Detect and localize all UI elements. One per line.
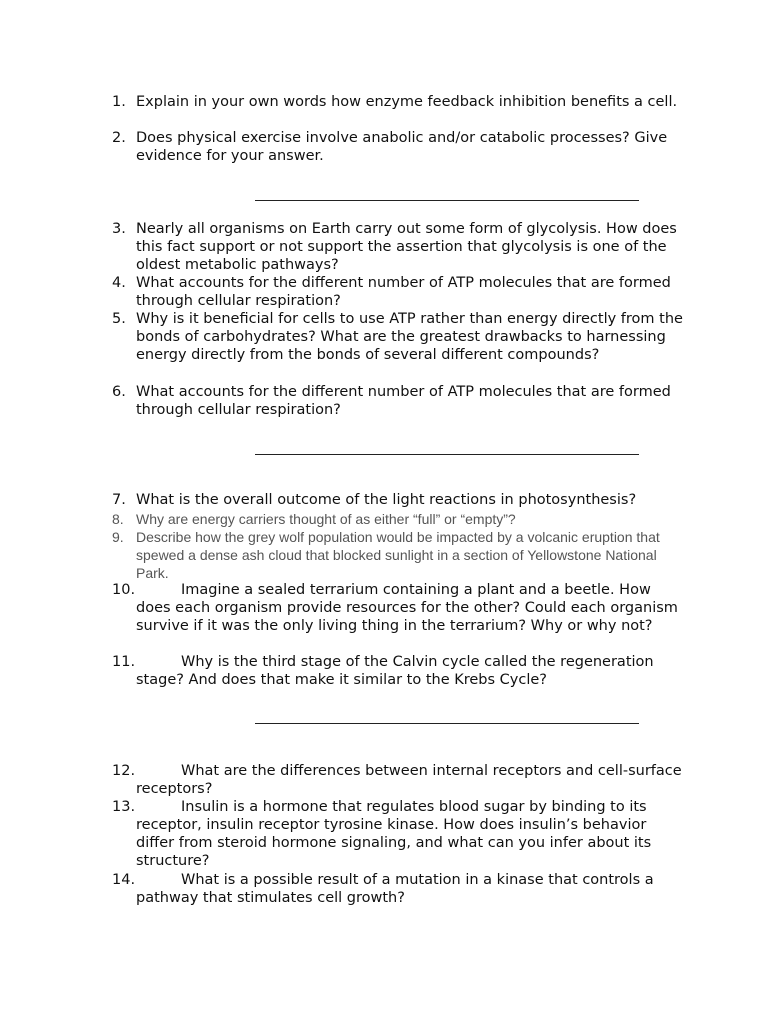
question-text: Why is it beneficial for cells to use ATP rather than energy directly from the bonds of carbohydrates? What are the greatest drawbacks to harnessing energy directly from the bonds of several different compounds? — [136, 311, 683, 364]
question-text: Insulin is a hormone that regulates blood sugar by binding to its receptor, insulin receptor tyrosine kinase. How does insulin’s behavior differ from steroid hormone signaling, and what can you infer about its structure? — [136, 799, 652, 870]
section-divider — [255, 723, 639, 724]
question-text: Explain in your own words how enzyme feedback inhibition benefits a cell. — [136, 94, 678, 110]
question-number: 3. — [112, 221, 126, 237]
section-divider — [255, 454, 639, 455]
question-5 — [112, 310, 687, 364]
question-text: Describe how the grey wolf population would be impacted by a volcanic eruption that spewed a dense ash cloud that blocked sunlight in a section of Yellowstone National Park. — [136, 529, 660, 582]
question-7 — [112, 491, 687, 509]
question-number: 10. — [112, 582, 136, 598]
question-number: 5. — [112, 311, 126, 327]
question-12 — [112, 762, 687, 798]
question-number: 12. — [112, 763, 136, 779]
question-number: 8. — [112, 511, 124, 527]
question-number: 7. — [112, 492, 126, 508]
question-11 — [112, 653, 687, 689]
question-1 — [112, 93, 687, 111]
question-number: 6. — [112, 384, 126, 400]
question-text: What accounts for the different number of ATP molecules that are formed through cellular respiration? — [136, 384, 671, 419]
question-number: 14. — [112, 872, 136, 888]
question-text: What are the differences between internal receptors and cell-surface receptors? — [136, 763, 682, 798]
question-14 — [112, 871, 687, 907]
section-divider — [255, 200, 639, 201]
question-4 — [112, 274, 687, 310]
question-text: Imagine a sealed terrarium containing a plant and a beetle. How does each organism provide resources for the other? Could each organism survive if it was the only living thing in the terrarium? Why or why not? — [136, 582, 678, 635]
question-text: Why are energy carriers thought of as either “full” or “empty”? — [136, 511, 516, 527]
question-number: 13. — [112, 799, 136, 815]
question-number: 4. — [112, 275, 126, 291]
question-13 — [112, 798, 687, 870]
question-10 — [112, 581, 687, 635]
question-2 — [112, 129, 687, 165]
question-number: 9. — [112, 529, 124, 545]
question-number: 1. — [112, 94, 126, 110]
question-text: What is the overall outcome of the light reactions in photosynthesis? — [136, 492, 637, 508]
question-number: 2. — [112, 130, 126, 146]
question-text: Does physical exercise involve anabolic and/or catabolic processes? Give evidence for your answer. — [136, 130, 668, 165]
question-9 — [112, 528, 687, 582]
question-6 — [112, 383, 687, 419]
question-3 — [112, 220, 687, 274]
question-text: Nearly all organisms on Earth carry out some form of glycolysis. How does this fact support or not support the assertion that glycolysis is one of the oldest metabolic pathways? — [136, 221, 677, 274]
question-text: What is a possible result of a mutation in a kinase that controls a pathway that stimulates cell growth? — [136, 872, 654, 907]
question-text: What accounts for the different number of ATP molecules that are formed through cellular respiration? — [136, 275, 671, 310]
question-number: 11. — [112, 654, 136, 670]
question-text: Why is the third stage of the Calvin cycle called the regeneration stage? And does that make it similar to the Krebs Cycle? — [136, 654, 654, 689]
question-8 — [112, 510, 687, 528]
